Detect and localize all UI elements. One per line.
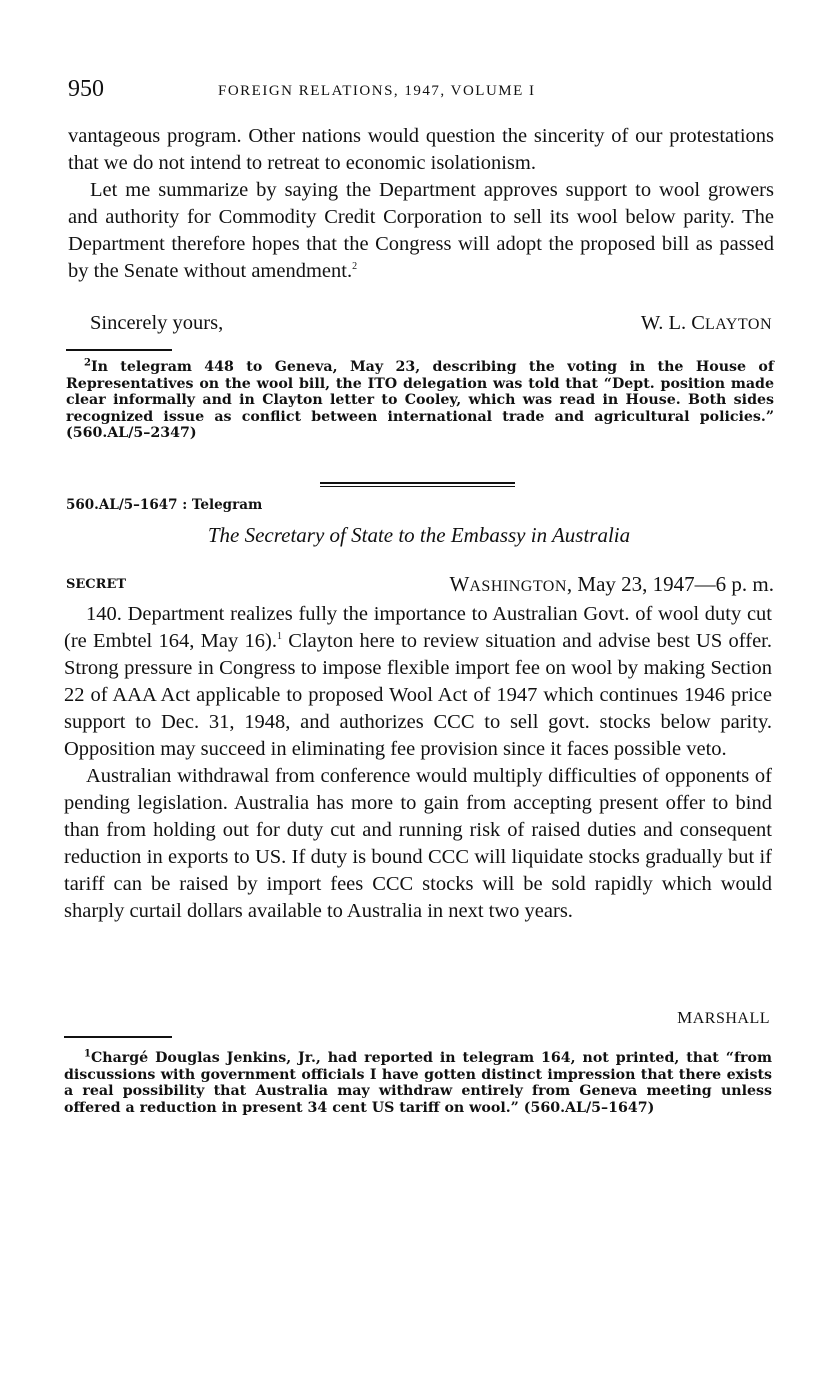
classification-label: SECRET: [66, 577, 127, 592]
signature: [641, 310, 772, 338]
footnote-ref-1: 1: [277, 631, 282, 643]
footnote-1: [64, 1050, 772, 1116]
document-title: The Secretary of State to the Embassy in Australia: [207, 523, 631, 547]
letter-paragraph-2: [68, 177, 774, 285]
footnote-2-text: In telegram 448 to Geneva, May 23, describing the voting in the House of Representatives on the wool bill, the ITO delegation was told that “Dept. position made clear informally and in Clayton letter to Cooley, which was read in House. Both sides recognized issue as conflict between international trade and agricultural policies.” (560.AL/5–2347): [66, 359, 774, 441]
telegram-signoff: [677, 1008, 770, 1029]
letter-paragraph-1: vantageous program. Other nations would question the sincerity of our protestations that we do not intend to retreat to economic isolationism.: [68, 125, 774, 174]
signoff-initial: M: [677, 1008, 693, 1027]
dateline: [450, 571, 774, 600]
dateline-place-rest: ASHINGTON: [469, 578, 567, 595]
footnote-2-marker: 2: [84, 357, 91, 369]
telegram-paragraph-1a: 140. Department realizes fully the importance to Australian Govt. of wool duty cut (re Embtel 164, May 16).: [64, 603, 772, 652]
signoff-rest: ARSHALL: [692, 1010, 770, 1027]
letter-closing: [90, 310, 772, 337]
signature-rest: LAYTON: [704, 316, 772, 333]
section-divider: [320, 482, 515, 484]
complimentary-close: Sincerely yours,: [90, 312, 224, 334]
running-head: FOREIGN RELATIONS, 1947, VOLUME I: [218, 83, 536, 99]
dateline-place-initial: W: [449, 572, 470, 596]
section-divider-thin: [320, 486, 515, 487]
page-header: [68, 77, 772, 101]
footnote-ref-2: 2: [352, 261, 358, 273]
footnote-1-marker: 1: [84, 1048, 91, 1060]
telegram-paragraph-2: Australian withdrawal from conference would multiply difficulties of opponents of pending legislation. Australia has more to gain from accepting present offer to bind than from holding out for duty cut and running risk of raised duties and consequent reduction in exports to US. If duty is bound CCC will liquidate stocks gradually but if tariff can be raised by import fees CCC stocks will be sold rapidly which would sharply curtail dollars available to Australia in next two years.: [64, 765, 772, 922]
telegram-body: [64, 601, 772, 925]
file-reference: 560.AL/5–1647 : Telegram: [66, 497, 263, 513]
telegram-paragraph-1: [64, 601, 772, 763]
footnote-2: [66, 359, 774, 442]
dateline-date: , May 23, 1947—6 p. m.: [566, 572, 774, 596]
footnote-rule-top: [66, 349, 172, 351]
footnote-1-text: Chargé Douglas Jenkins, Jr., had reported in telegram 164, not printed, that “from discussions with government officials I have gotten distinct impression that there exists a real possibility that Australia may withdraw entirely from Geneva meeting unless offered a reduction in present 34 cent US tariff on wool.” (560.AL/5–1647): [64, 1050, 772, 1116]
page-number: 950: [68, 76, 104, 102]
footnote-rule-bottom: [64, 1036, 172, 1038]
telegram-paragraph-1b: Clayton here to review situation and advise best US offer. Strong pressure in Congress to impose flexible import fee on wool by making Section 22 of AAA Act applicable to proposed Wool Act of 1947 which continues 1946 price support to Dec. 31, 1948, and authorizes CCC to sell govt. stocks below parity. Opposition may succeed in eliminating fee provision since it faces possible veto.: [64, 630, 772, 760]
signature-initials: W. L. C: [640, 312, 705, 334]
letter-body: [68, 123, 774, 285]
letter-paragraph-2-text: Let me summarize by saying the Department approves support to wool growers and authority for Commodity Credit Corporation to sell its wool below parity. The Department therefore hopes that the Congress will adopt the proposed bill as passed by the Senate without amendment.: [68, 179, 774, 282]
